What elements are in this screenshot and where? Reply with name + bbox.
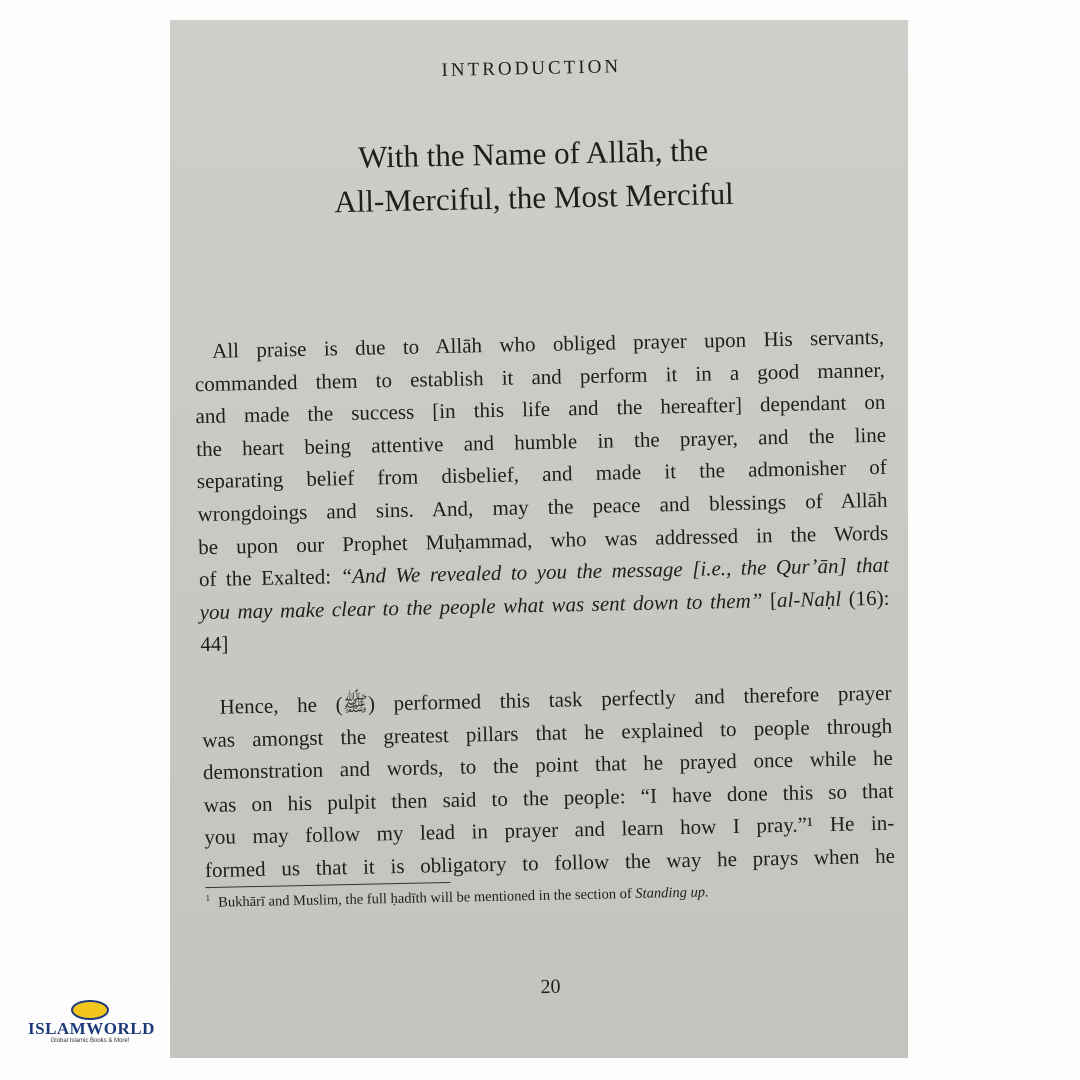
paragraph-2 [201, 677, 895, 887]
text-line: All praise is due to Allāh who obliged prayer upon His servants, [211, 324, 885, 363]
islamworld-logo [28, 1000, 155, 1044]
text-line: was on his pulpit then said to the people: “I have done this so that [203, 778, 894, 817]
footnote-italic: Standing up. [635, 884, 709, 902]
footnote [206, 883, 709, 912]
running-head: INTRODUCTION [441, 56, 622, 81]
page-number: 20 [540, 975, 561, 999]
text-line: was amongst the greatest pillars that he explained to people through [202, 713, 893, 752]
title-line: With the Name of Allāh, the [357, 132, 709, 175]
chapter-title [164, 124, 904, 227]
footnote-text: Bukhārī and Muslim, the full ḥadīth will be mentioned in the section of [218, 885, 636, 911]
logo-tagline: Global Islamic Books & More! [50, 1038, 130, 1044]
text-line: 44] [200, 631, 229, 657]
logo-wordmark: ISLAMWORLD [28, 1019, 155, 1038]
text-line: Hence, he (ﷺ) performed this task perfectly and therefore prayer [219, 680, 892, 719]
text-line: formed us that it is obligatory to follow the way he prays when he [204, 843, 896, 883]
text-line: you may follow my lead in prayer and learn how I pray.”¹ He in- [204, 811, 895, 850]
footnote-marker: 1 [205, 892, 211, 904]
title-line: All-Merciful, the Most Merciful [333, 175, 735, 220]
text-line: the heart being attentive and humble in the prayer, and the line [195, 422, 887, 461]
text-line: be upon our Prophet Muḥammad, who was addressed in the Words [198, 520, 889, 559]
paragraph-1 [194, 321, 891, 661]
text-lead: of the Exalted: [198, 564, 341, 592]
text-line: demonstration and words, to the point that he prayed once while he [202, 745, 894, 785]
book-page [170, 20, 908, 1058]
surah-name: al-Naḥl [776, 586, 842, 612]
quran-quote: you may make clear to the people what was sent down to them” [199, 588, 763, 624]
ref: [ [762, 587, 778, 613]
text-line: and made the success [in this life and the hereafter] dependant on [195, 389, 886, 429]
text-line: separating belief from disbelief, and made it the admonisher of [196, 455, 887, 494]
logo-emblem-icon [71, 1000, 109, 1020]
text-line: wrongdoings and sins. And, may the peace and blessings of Allāh [197, 487, 888, 527]
ref: (16): [840, 585, 890, 611]
quran-quote: “And We revealed to you the message [i.e., the Qur’ān] that [340, 552, 890, 589]
text-line: commanded them to establish it and perform it in a good manner, [194, 357, 885, 396]
